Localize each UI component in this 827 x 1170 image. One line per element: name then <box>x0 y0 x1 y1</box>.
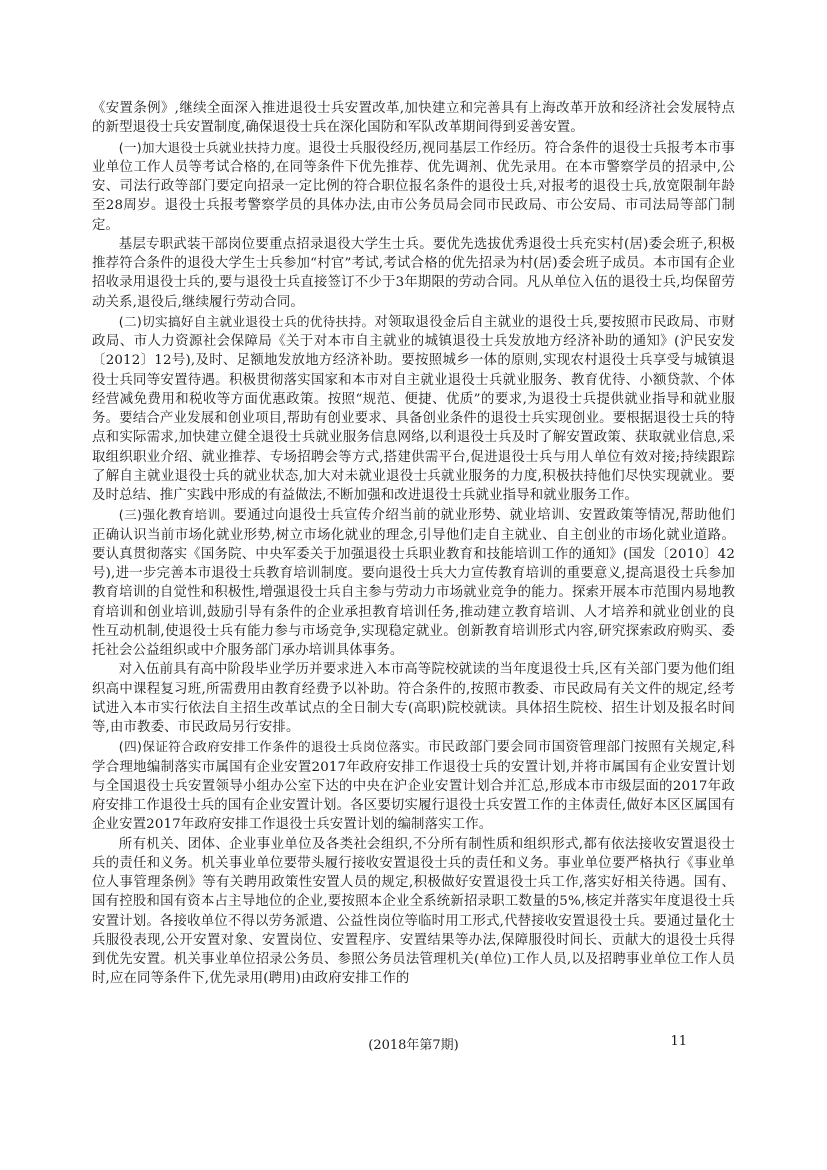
paragraph <box>92 235 735 312</box>
paragraph <box>92 505 735 660</box>
paragraph <box>92 99 735 138</box>
section-heading: (四)保证符合政府安排工作条件的退役士兵岗位落实。 <box>118 739 428 755</box>
paragraph <box>92 138 735 235</box>
paragraph-text: 市民政部门要会同市国资管理部门按照有关规定,科学合理地编制落实市属国有企业安置2017年政府安排工作退役士兵的安置计划,并将市属国有企业安置计划与全国退役士兵安置领导小组办公室下达的中央在沪企业安置计划合并汇总,形成本市市级层面的2017年政府安排工作退役士兵的国有企业安置计划。各区要切实履行退役士兵安置工作的主体责任,做好本区区属国有企业安置2017年政府安排工作退役士兵安置计划的编制落实工作。 <box>92 740 735 833</box>
page-number: 11 <box>670 1034 687 1049</box>
document-body <box>92 99 735 989</box>
paragraph-text: 退役士兵服役经历,视同基层工作经历。符合条件的退役士兵报考本市事业单位工作人员等考试合格的,在同等条件下优先推荐、优先调剂、优先录用。在本市警察学员的招录中,公安、司法行政等部门要定向招录一定比例的符合职位报名条件的退役士兵,对报考的退役士兵,放宽限制年龄至28周岁。退役士兵报考警察学员的具体办法,由市公务员局会同市民政局、市公安局、市司法局等部门制定。 <box>92 140 735 233</box>
issue-label: (2018年第7期) <box>368 1038 459 1053</box>
paragraph <box>92 312 735 506</box>
section-heading: (三)强化教育培训。 <box>118 507 234 523</box>
paragraph <box>92 660 735 737</box>
paragraph <box>92 737 735 834</box>
section-heading: (一)加大退役士兵就业扶持力度。 <box>118 139 309 155</box>
section-heading: (二)切实搞好自主就业退役士兵的优待扶持。 <box>118 313 375 329</box>
paragraph-text: 所有机关、团体、企业事业单位及各类社会组织,不分所有制性质和组织形式,都有依法接收安置退役士兵的责任和义务。机关事业单位要带头履行接收安置退役士兵的责任和义务。事业单位要严格执行《事业单位人事管理条例》等有关聘用政策性安置人员的规定,积极做好安置退役士兵工作,落实好相关待遇。国有、国有控股和国有资本占主导地位的企业,要按照本企业全系统新招录职工数量的5%,核定并落实年度退役士兵安置计划。各接收单位不得以劳务派遣、公益性岗位等临时用工形式,代替接收安置退役士兵。要通过量化士兵服役表现,公开安置对象、安置岗位、安置程序、安置结果等办法,保障服役时间长、贡献大的退役士兵得到优先安置。机关事业单位招录公务员、参照公务员法管理机关(单位)工作人员,以及招聘事业单位工作人员时,应在同等条件下,优先录用(聘用)由政府安排工作的 <box>92 836 735 987</box>
paragraph-text: 《安置条例》,继续全面深入推进退役士兵安置改革,加快建立和完善具有上海改革开放和经济社会发展特点的新型退役士兵安置制度,确保退役士兵在深化国防和军队改革期间得到妥善安置。 <box>92 101 735 136</box>
page-footer <box>92 1034 735 1054</box>
paragraph <box>92 835 735 989</box>
paragraph-text: 基层专职武装干部岗位要重点招录退役大学生士兵。要优先选拔优秀退役士兵充实村(居)委会班子,积极推荐符合条件的退役大学生士兵参加“村官”考试,考试合格的优先招录为村(居)委会班子成员。本市国有企业招收录用退役士兵的,要与退役士兵直接签订不少于3年期限的劳动合同。凡从单位入伍的退役士兵,均保留劳动关系,退役后,继续履行劳动合同。 <box>92 236 735 310</box>
paragraph-text: 对领取退役金后自主就业的退役士兵,要按照市民政局、市财政局、市人力资源社会保障局《关于对本市自主就业的城镇退役士兵发放地方经济补助的通知》(沪民安发〔2012〕12号),及时、足额地发放地方经济补助。要按照城乡一体的原则,实现农村退役士兵享受与城镇退役士兵同等安置待遇。积极贯彻落实国家和本市对自主就业退役士兵就业服务、教育优待、小额贷款、个体经营减免费用和税收等方面优惠政策。按照“规范、便捷、优质”的要求,为退役士兵提供就业指导和就业服务。要结合产业发展和创业项目,帮助有创业要求、具备创业条件的退役士兵实现创业。要根据退役士兵的特点和实际需求,加快建立健全退役士兵就业服务信息网络,以利退役士兵及时了解安置政策、获取就业信息,采取组织职业介绍、就业推荐、专场招聘会等方式,搭建供需平台,促进退役士兵与用人单位有效对接;持续跟踪了解自主就业退役士兵的就业状态,加大对未就业退役士兵就业服务的力度,积极扶持他们尽快实现就业。要及时总结、推广实践中形成的有益做法,不断加强和改进退役士兵就业指导和就业服务工作。 <box>92 314 735 503</box>
paragraph-text: 对入伍前具有高中阶段毕业学历并要求进入本市高等院校就读的当年度退役士兵,区有关部门要为他们组织高中课程复习班,所需费用由教育经费予以补助。符合条件的,按照市教委、市民政局有关文件的规定,经考试进入本市实行依法自主招生改革试点的全日制大专(高职)院校就读。具体招生院校、招生计划及报名时间等,由市教委、市民政局另行安排。 <box>92 662 735 735</box>
paragraph-text: 要通过向退役士兵宣传介绍当前的就业形势、就业培训、安置政策等情况,帮助他们正确认识当前市场化就业形势,树立市场化就业的理念,引导他们走自主就业、自主创业的市场化就业道路。要认真贯彻落实《国务院、中央军委关于加强退役士兵职业教育和技能培训工作的通知》(国发〔2010〕42号),进一步完善本市退役士兵教育培训制度。要向退役士兵大力宣传教育培训的重要意义,提高退役士兵参加教育培训的自觉性和积极性,增强退役士兵自主参与劳动力市场就业竞争的能力。探索开展本市范围内易地教育培训和创业培训,鼓励引导有条件的企业承担教育培训任务,推动建立教育培训、人才培养和就业创业的良性互动机制,使退役士兵有能力参与市场竞争,实现稳定就业。创新教育培训形式内容,研究探索政府购买、委托社会公益组织或中介服务部门承办培训具体事务。 <box>92 508 735 658</box>
